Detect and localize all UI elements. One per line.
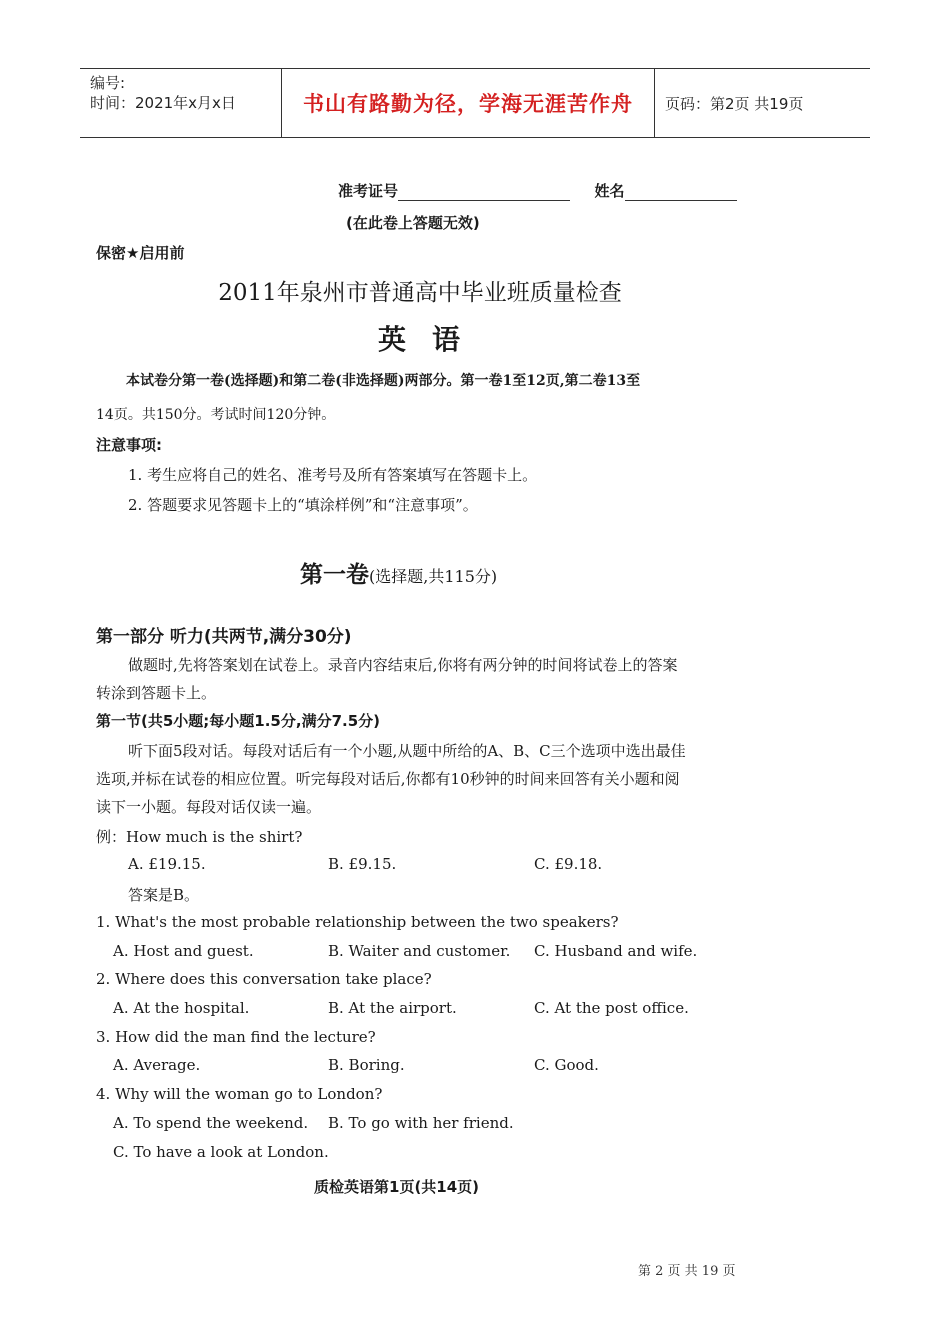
intro-line-1: 本试卷分第一卷(选择题)和第二卷(非选择题)两部分。第一卷1至12页,第二卷13至 [126,373,641,389]
section1-heading: 第一节(共5小题;每小题1.5分,满分7.5分) [96,712,380,730]
q2-option-c: C. At the post office. [534,999,689,1017]
question-2: 2. Where does this conversation take place? [96,970,432,988]
section1-instr-3: 读下一小题。每段对话仅读一遍。 [96,798,322,816]
q2-option-b: B. At the airport. [328,999,457,1017]
volume-heading [300,556,497,589]
q3-option-b: B. Boring. [328,1056,405,1074]
question-3: 3. How did the man find the lecture? [96,1028,376,1046]
exam-title: 2011年泉州市普通高中毕业班质量检查 [218,280,622,306]
code-label: 编号: [90,74,126,92]
part1-heading: 第一部分 听力(共两节,满分30分) [96,627,352,647]
notes-heading: 注意事项: [96,436,162,454]
section1-instr-2: 选项,并标在试卷的相应位置。听完每段对话后,你都有10秒钟的时间来回答有关小题和阅 [96,770,680,788]
motto: 书山有路勤为径，学海无涯苦作舟 [281,69,655,137]
volume-title: 第一卷 [300,561,369,588]
note-item-1: 1. 考生应将自己的姓名、准考号及所有答案填写在答题卡上。 [128,466,538,484]
confidential-mark: 保密★启用前 [96,244,185,262]
header-bar [80,68,870,138]
ticket-blank [398,200,570,201]
example-option-c: C. £9.18. [534,855,603,873]
q3-option-c: C. Good. [534,1056,599,1074]
part1-instr-1: 做题时,先将答案划在试卷上。录音内容结束后,你将有两分钟的时间将试卷上的答案 [128,656,678,674]
section1-instr-1: 听下面5段对话。每段对话后有一个小题,从题中所给的A、B、C三个选项中选出最佳 [128,742,686,760]
intro-line-2: 14页。共150分。考试时间120分钟。 [96,407,336,423]
volume-sub: (选择题,共115分) [369,567,498,586]
name-label: 姓名 [594,182,625,200]
ticket-label: 准考证号 [338,182,399,200]
q1-option-c: C. Husband and wife. [534,942,698,960]
name-blank [625,200,737,201]
invalid-note: (在此卷上答题无效) [346,214,480,232]
example-option-a: A. £19.15. [128,855,206,873]
page-info: 页码：第2页 共19页 [665,94,804,113]
header-meta [80,69,280,137]
subject-title: 英语 [378,323,487,356]
q3-option-a: A. Average. [113,1056,201,1074]
q2-option-a: A. At the hospital. [113,999,250,1017]
example-option-b: B. £9.15. [328,855,397,873]
q1-option-a: A. Host and guest. [113,942,254,960]
example-answer: 答案是B。 [128,886,200,904]
example-question: 例：How much is the shirt? [96,828,303,846]
ticket-line [338,180,737,201]
question-1: 1. What's the most probable relationship between the two speakers? [96,913,619,931]
q1-option-b: B. Waiter and customer. [328,942,511,960]
question-4: 4. Why will the woman go to London? [96,1085,383,1103]
q4-option-b: B. To go with her friend. [328,1114,514,1132]
q4-option-c: C. To have a look at London. [113,1143,329,1161]
part1-instr-2: 转涂到答题卡上。 [96,684,217,702]
q4-option-a: A. To spend the weekend. [113,1114,309,1132]
time-label: 时间：2021年x月x日 [90,94,236,112]
document-page-footer: 第 2 页 共 19 页 [638,1264,736,1279]
note-item-2: 2. 答题要求见答题卡上的“填涂样例”和“注意事项”。 [128,496,478,514]
exam-page-footer: 质检英语第1页(共14页) [314,1178,480,1196]
